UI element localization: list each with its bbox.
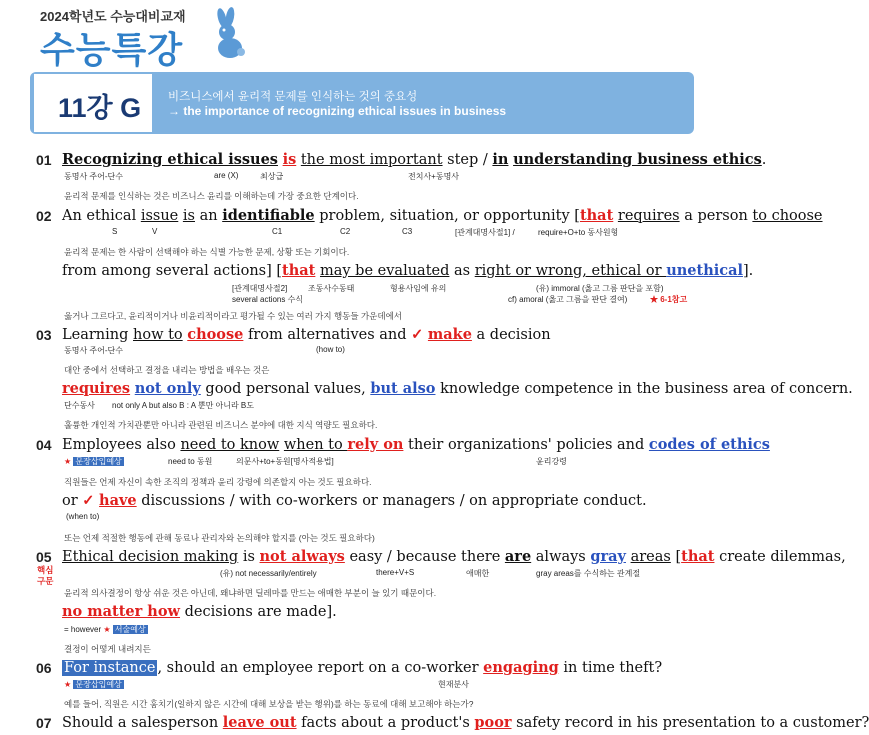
sentence-number: 03 — [36, 327, 52, 343]
grammar-note: [관계대명사절2] — [232, 284, 288, 293]
sentence-03: Learning how to choose from alternatives and ✓ make a decision — [62, 326, 551, 343]
translation: 대안 중에서 선택하고 결정을 내리는 방법을 배우는 것은 — [64, 365, 270, 375]
grammar-note: (유) not necessarily/entirely — [220, 569, 317, 578]
grammar-note: C3 — [402, 227, 413, 236]
sentence-number: 05 — [36, 549, 52, 565]
grammar-note: 현재분사 — [438, 680, 469, 689]
rabbit-logo-icon — [212, 8, 248, 64]
sentence-01: Recognizing ethical issues is the most important step / in understanding business ethics. — [62, 151, 767, 168]
grammar-note: 윤리강령 — [536, 457, 567, 466]
grammar-note: need to 동원 — [168, 457, 213, 466]
sentence-04-cont: or ✓ have discussions / with co-workers or managers / on appropriate conduct. — [62, 492, 647, 509]
sentence-number: 07 — [36, 715, 52, 731]
translation: 예를 들어, 직원은 시간 훔치기(일하지 않은 시간에 대해 보상을 받는 행위)를 하는 동료에 대해 보고해야 하는가? — [64, 699, 474, 709]
grammar-note: require+O+to 동사원형 — [538, 228, 619, 237]
sentence-02-cont: from among several actions] [that may be evaluated as right or wrong, ethical or unethical]. — [62, 262, 754, 279]
translation: 직원들은 언제 자신이 속한 조직의 정책과 윤리 강령에 의존할지 아는 것도 필요하다. — [64, 477, 372, 487]
star-icon: ★ — [64, 680, 72, 689]
grammar-note — [64, 679, 124, 690]
sentence-number: 06 — [36, 660, 52, 676]
book-subtitle: 2024학년도 수능대비교재 — [40, 9, 186, 24]
grammar-note: C2 — [340, 227, 351, 236]
lesson-title: 11강 G — [58, 93, 142, 123]
book-title: 수능특강 — [40, 29, 184, 70]
sentence-07: Should a salesperson leave out facts about a product's poor safety record in his presentation to a customer? — [62, 714, 869, 731]
topic-english: → the importance of recognizing ethical issues in business — [168, 104, 507, 118]
grammar-note: V — [152, 227, 158, 236]
grammar-note: 조동사수동태 — [308, 284, 355, 293]
grammar-note: 전치사+동명사 — [408, 172, 460, 181]
translation: 윤리적 의사결정이 항상 쉬운 것은 아닌데, 왜냐하면 딜레마를 만드는 애매한 부분이 늘 있기 때문이다. — [64, 588, 437, 598]
grammar-note: are (X) — [214, 171, 239, 180]
sentence-02: An ethical issue is an identifiable problem, situation, or opportunity [that requires a person to choose — [62, 207, 823, 224]
grammar-note: gray areas를 수식하는 관계절 — [536, 569, 641, 578]
star-icon: ★ — [103, 625, 111, 634]
sentence-number: 01 — [36, 152, 52, 168]
grammar-note — [64, 456, 124, 467]
grammar-note: = however ★ 서술예상 — [64, 625, 146, 634]
translation: 윤리적 문제를 인식하는 것은 비즈니스 윤리를 이해하는데 가장 중요한 단계이다. — [64, 191, 359, 201]
translation: 훌륭한 개인적 가치관뿐만 아니라 관련된 비즈니스 분야에 대한 지식 역량도 필요하다. — [64, 420, 378, 430]
grammar-note: 최상급 — [260, 172, 284, 181]
grammar-note: 단수동사 — [64, 401, 95, 410]
grammar-note: 의문사+to+동원[명사적용법] — [236, 457, 334, 466]
grammar-note: cf) amoral (옳고 그름을 판단 결여) — [508, 295, 628, 304]
exam-tag: 서술예상 — [114, 625, 146, 634]
grammar-note: [관계대명사절1] / — [455, 228, 515, 237]
grammar-note: there+V+S — [376, 568, 415, 577]
grammar-note: 동명사 주어-단수 — [64, 346, 123, 355]
sentence-03-cont: requires not only good personal values, but also knowledge competence in the business area of concern. — [62, 380, 853, 397]
grammar-note: several actions 수식 — [232, 295, 304, 304]
grammar-note: 형용사임에 유의 — [390, 284, 447, 293]
grammar-note: (when to) — [66, 512, 100, 521]
grammar-note: (how to) — [316, 345, 345, 354]
key-structure-label: 핵심 구문 — [37, 565, 54, 586]
sentence-number: 02 — [36, 208, 52, 224]
translation: 윤리적 문제는 한 사람이 선택해야 하는 식별 가능한 문제, 상황 또는 기회이다. — [64, 247, 350, 257]
grammar-note: (유) immoral (옳고 그름 판단을 포함) — [536, 284, 664, 293]
sentence-04: Employees also need to know when to rely on their organizations' policies and codes of ethics — [62, 436, 770, 453]
grammar-note: C1 — [272, 227, 283, 236]
grammar-note: not only A but also B : A 뿐만 아니라 B도 — [112, 401, 254, 410]
grammar-note: 애매한 — [466, 569, 490, 578]
star-icon: ★ — [64, 457, 72, 466]
exam-tag: 문장삽입예상 — [75, 457, 122, 466]
translation: 결정이 어떻게 내려지든 — [64, 644, 151, 654]
translation: 또는 언제 적절한 행동에 관해 동료나 관리자와 논의해야 할지를 (아는 것도 필요하다) — [64, 533, 375, 543]
grammar-note: S — [112, 227, 118, 236]
translation: 옳거나 그르다고, 윤리적이거나 비윤리적이라고 평가될 수 있는 여러 가지 행동들 가운데에서 — [64, 311, 402, 321]
sentence-05: Ethical decision making is not always easy / because there are always gray areas [that create dilemmas, — [62, 548, 846, 565]
reference-note: ★ 6-1참고 — [650, 295, 688, 304]
sentence-06: For instance , should an employee report on a co-worker engaging in time theft? — [64, 659, 663, 676]
sentence-number: 04 — [36, 437, 52, 453]
topic-korean: 비즈니스에서 윤리적 문제를 인식하는 것의 중요성 — [168, 91, 418, 103]
exam-tag: 문장삽입예상 — [75, 680, 122, 689]
sentence-05-cont: no matter how decisions are made]. — [62, 603, 337, 620]
grammar-note: 동명사 주어-단수 — [64, 172, 123, 181]
